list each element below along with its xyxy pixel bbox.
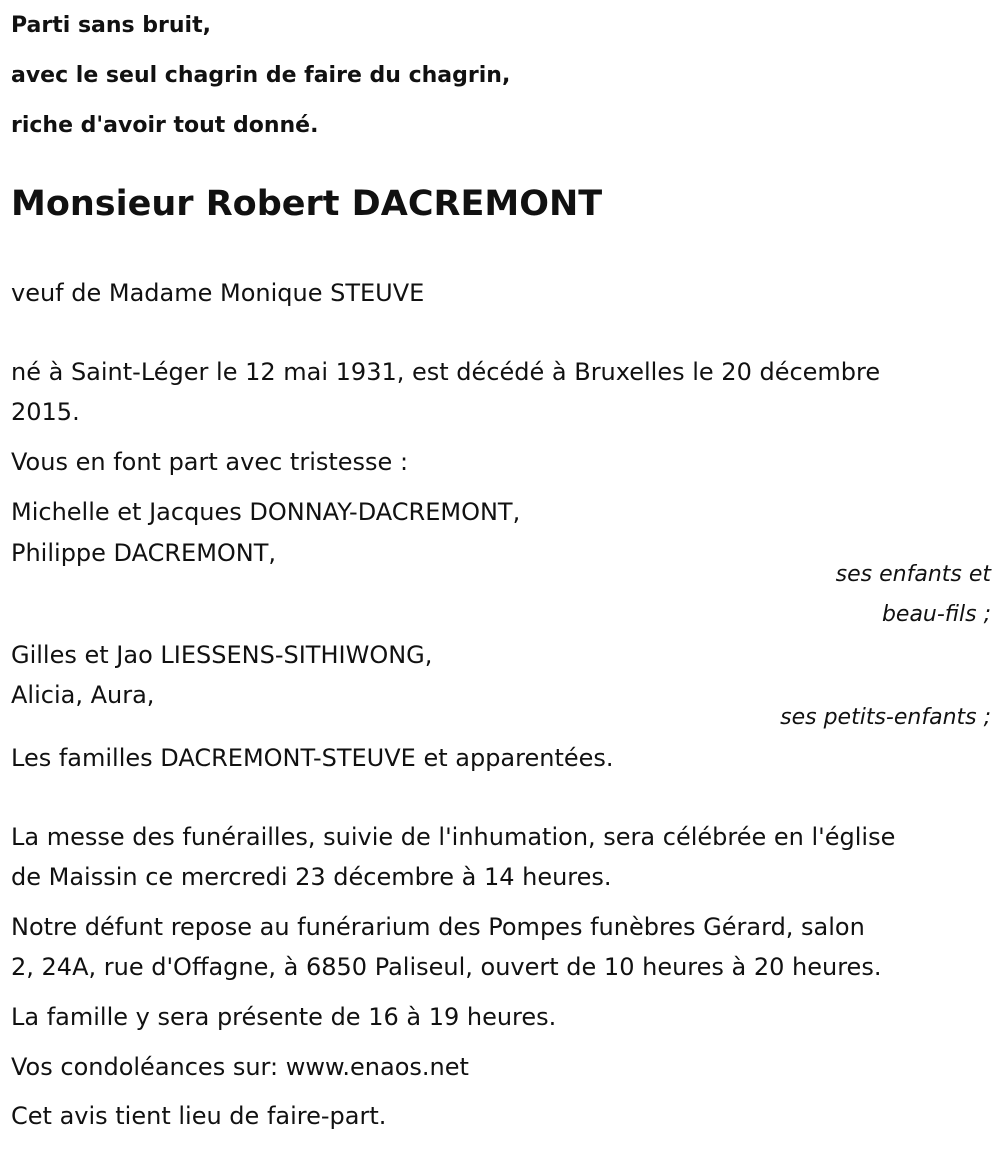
- children-role: ses enfants et: [835, 562, 991, 587]
- grandchildren-role: ses petits-enfants ;: [780, 705, 991, 730]
- children-role: beau-fils ;: [881, 602, 991, 627]
- grandchild-name: Gilles et Jao LIESSENS-SITHIWONG,: [11, 641, 433, 669]
- epigraph-line: avec le seul chagrin de faire du chagrin,: [11, 63, 511, 88]
- child-name: Michelle et Jacques DONNAY-DACREMONT,: [11, 498, 521, 526]
- epigraph: [11, 0, 991, 151]
- deceased-name: Monsieur Robert DACREMONT: [11, 184, 603, 224]
- repose-line: Notre défunt repose au funérarium des Pompes funèbres Gérard, salon: [11, 913, 865, 941]
- obituary-notice: [11, 0, 991, 1130]
- widower-line: veuf de Madame Monique STEUVE: [11, 279, 425, 307]
- presence-line: La famille y sera présente de 16 à 19 heures.: [11, 1003, 557, 1031]
- families-line: Les familles DACREMONT-STEUVE et apparentées.: [11, 744, 614, 772]
- notice-line: Cet avis tient lieu de faire-part.: [11, 1102, 387, 1130]
- grandchild-name: Alicia, Aura,: [11, 681, 155, 709]
- epigraph-line: riche d'avoir tout donné.: [11, 113, 319, 138]
- announce-line: Vous en font part avec tristesse :: [11, 448, 409, 476]
- birth-death-line: né à Saint-Léger le 12 mai 1931, est décédé à Bruxelles le 20 décembre: [11, 358, 881, 386]
- funeral-line: de Maissin ce mercredi 23 décembre à 14 heures.: [11, 863, 612, 891]
- funeral-line: La messe des funérailles, suivie de l'inhumation, sera célébrée en l'église: [11, 823, 896, 851]
- child-name: Philippe DACREMONT,: [11, 539, 277, 567]
- condolences-line: Vos condoléances sur: www.enaos.net: [11, 1053, 469, 1081]
- repose-line: 2, 24A, rue d'Offagne, à 6850 Paliseul, ouvert de 10 heures à 20 heures.: [11, 953, 882, 981]
- birth-death-line: 2015.: [11, 398, 80, 426]
- epigraph-line: Parti sans bruit,: [11, 13, 211, 38]
